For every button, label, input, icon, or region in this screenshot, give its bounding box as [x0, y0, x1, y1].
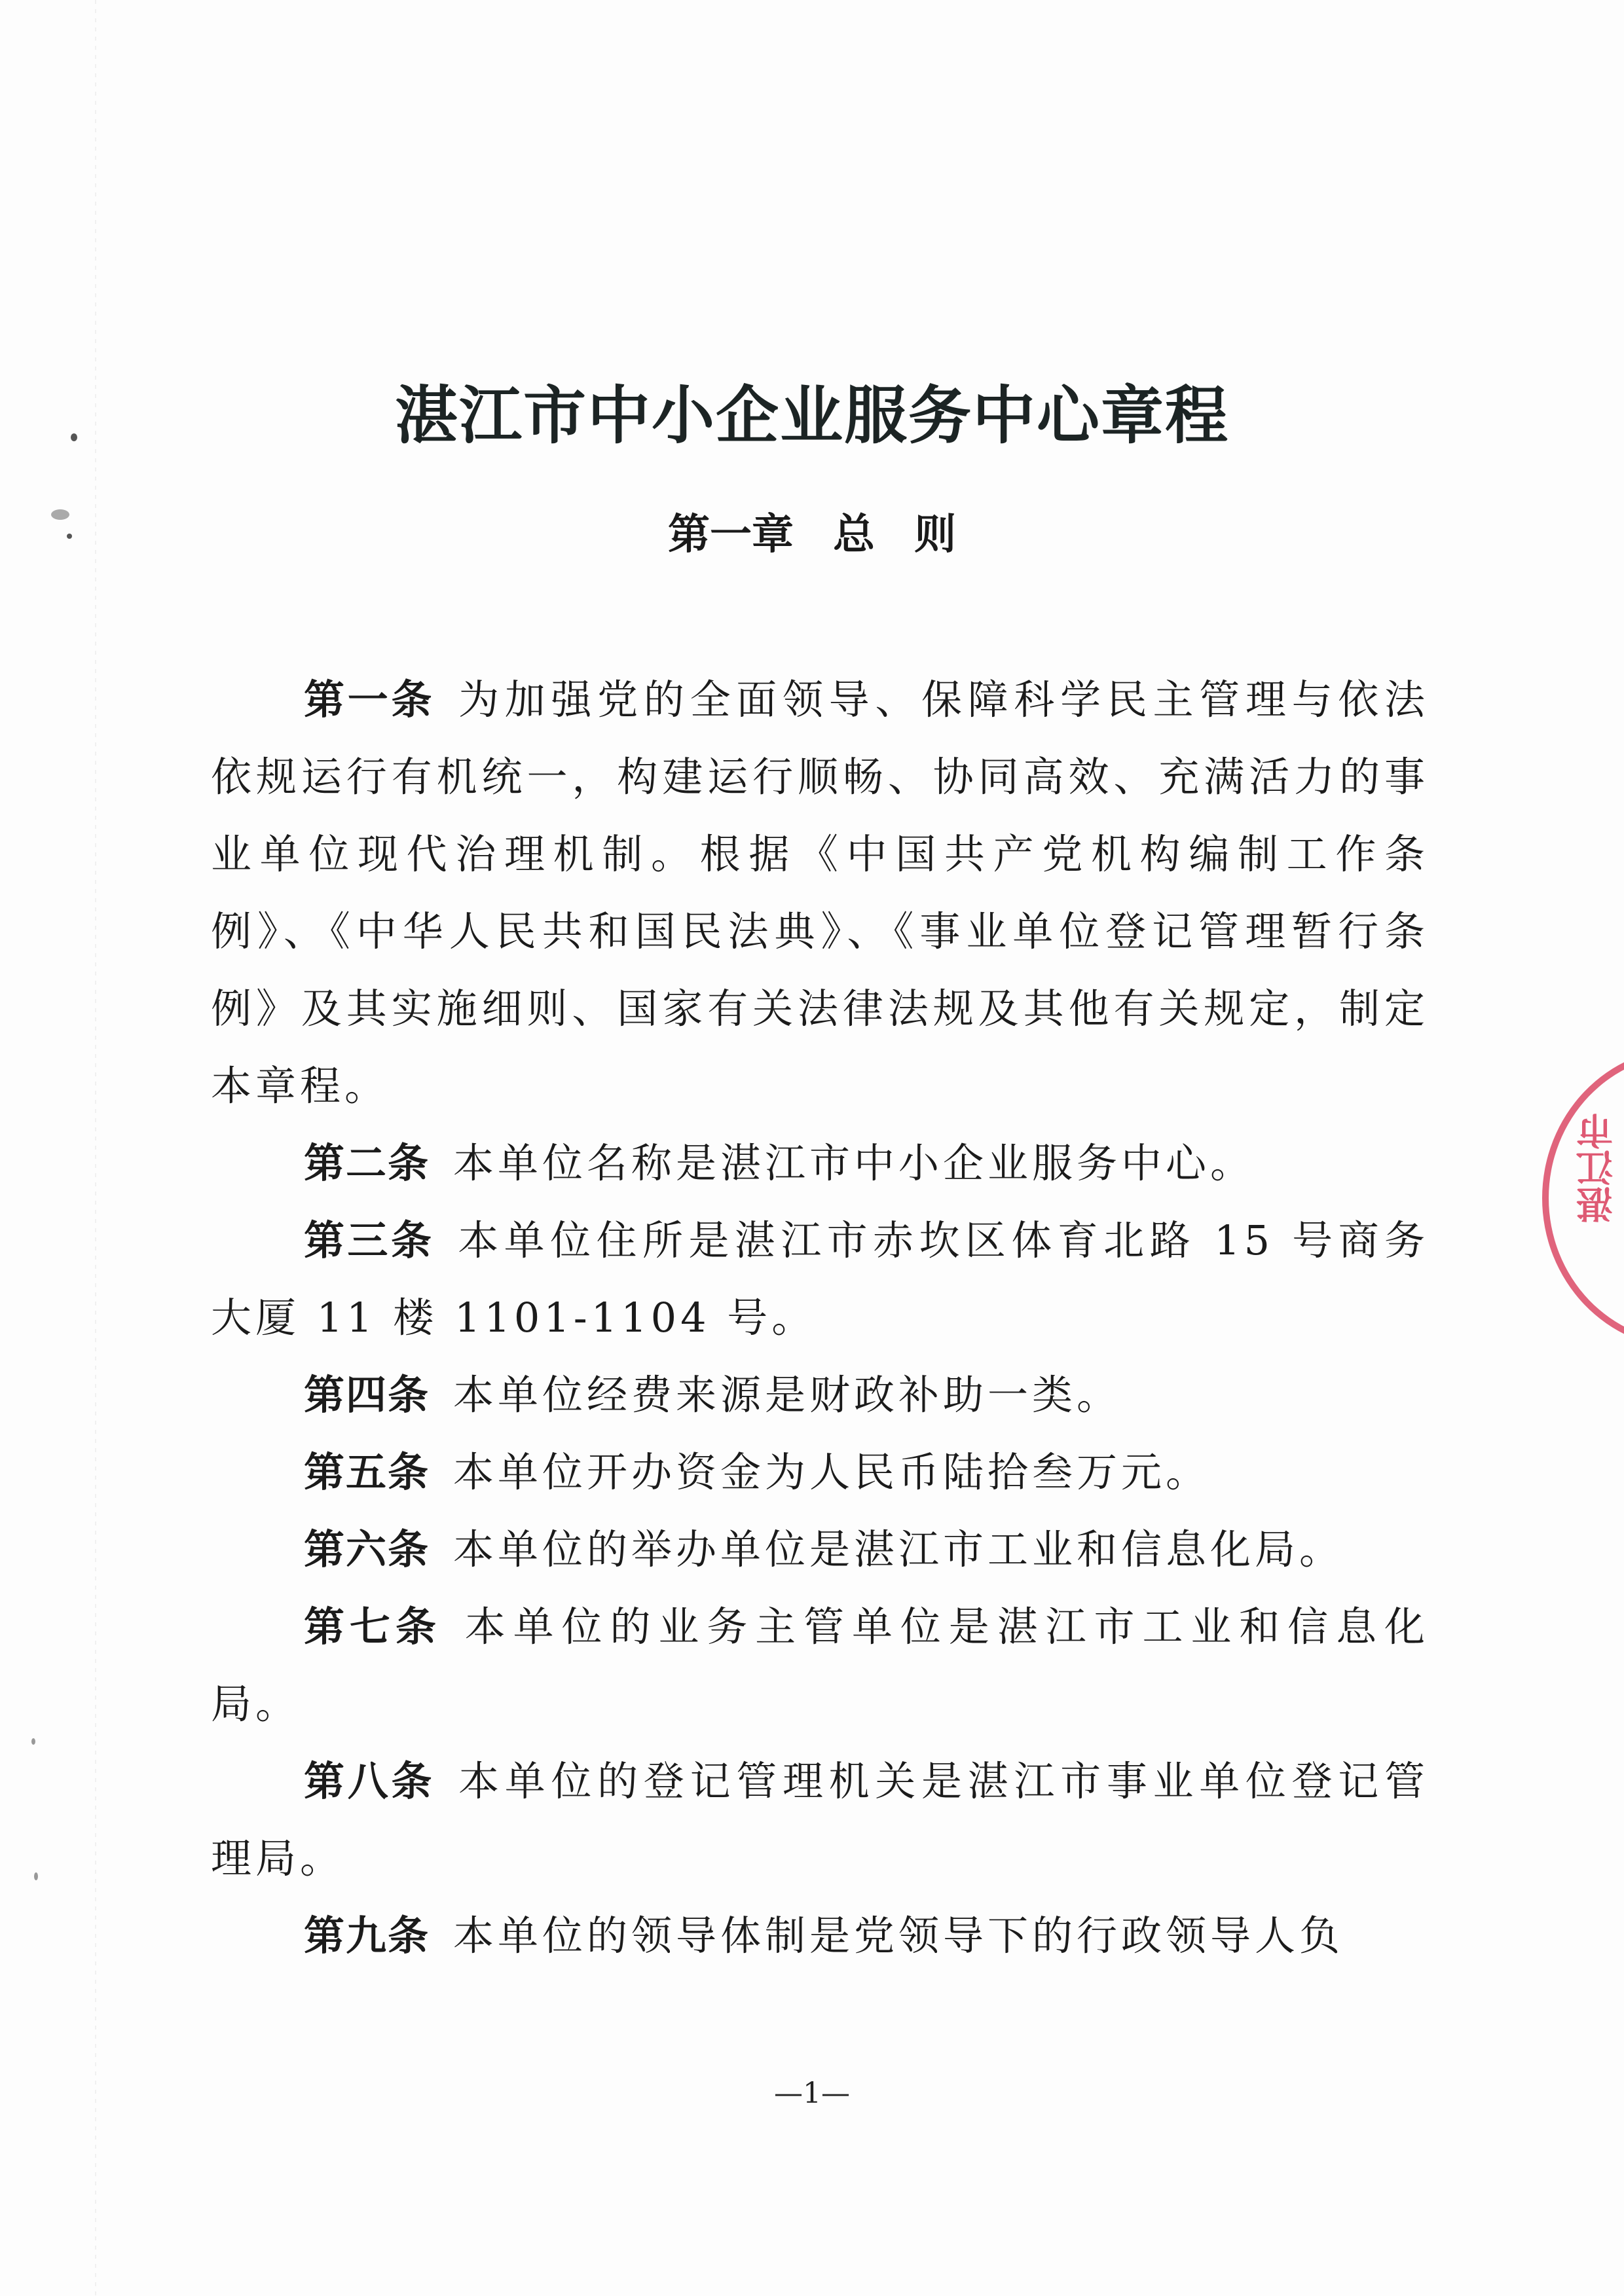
- article-label: 第四条: [304, 1371, 430, 1419]
- article-text: 本单位的领导体制是党领导下的行政领导人负: [453, 1912, 1344, 1959]
- article-5: [211, 1434, 1429, 1511]
- article-text: 本单位名称是湛江市中小企业服务中心。: [453, 1139, 1255, 1187]
- scan-edge-artifact: [95, 0, 96, 2296]
- article-label: 第八条: [304, 1757, 435, 1805]
- article-text: 本单位的举办单位是湛江市工业和信息化局。: [453, 1525, 1344, 1573]
- scan-speck: [31, 1738, 35, 1745]
- chapter-number: 第一章: [668, 511, 794, 559]
- article-label: 第二条: [304, 1139, 430, 1187]
- article-label: 第九条: [304, 1912, 430, 1959]
- article-6: [211, 1511, 1429, 1588]
- article-label: 第三条: [304, 1216, 435, 1264]
- seal-text: 湛江市: [1576, 1113, 1619, 1223]
- article-text: 本单位的登记管理机关是湛江市事业单位登记管理局。: [211, 1757, 1429, 1882]
- article-4: [211, 1357, 1429, 1434]
- article-label: 第七条: [304, 1603, 441, 1650]
- chapter-name-part1: 总: [833, 511, 875, 559]
- article-7: [211, 1588, 1429, 1743]
- article-text: 本单位的业务主管单位是湛江市工业和信息化局。: [211, 1603, 1429, 1728]
- article-label: 第五条: [304, 1448, 430, 1496]
- article-label: 第六条: [304, 1525, 430, 1573]
- chapter-name-part2: 则: [914, 511, 956, 559]
- article-text: 本单位住所是湛江市赤坎区体育北路 15 号商务大厦 11 楼 1101-1104 号。: [211, 1216, 1429, 1341]
- document-body: [211, 661, 1429, 1975]
- article-text: 为加强党的全面领导、保障科学民主管理与依法依规运行有机统一，构建运行顺畅、协同高效、充满活力的事业单位现代治理机制。根据《中国共产党机构编制工作条例》、《中华人民共和国民法典》、《事业单位登记管理暂行条例》及其实施细则、国家有关法律法规及其他有关规定，制定本章程。: [211, 676, 1429, 1110]
- scan-speck: [34, 1872, 38, 1880]
- document-title: 湛江市中小企业服务中心章程: [395, 378, 1229, 453]
- article-text: 本单位经费来源是财政补助一类。: [453, 1371, 1122, 1419]
- chapter-heading: [0, 501, 1624, 561]
- article-text: 本单位开办资金为人民币陆拾叁万元。: [453, 1448, 1211, 1496]
- article-2: [211, 1125, 1429, 1202]
- article-8: [211, 1743, 1429, 1897]
- article-3: [211, 1202, 1429, 1357]
- page-number: —1—: [774, 2077, 850, 2110]
- article-label: 第一条: [304, 676, 435, 723]
- article-9: [211, 1897, 1429, 1975]
- article-1: [211, 661, 1429, 1125]
